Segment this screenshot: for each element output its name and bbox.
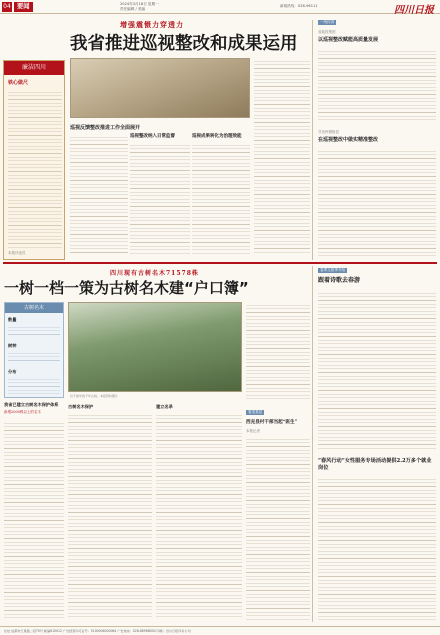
bottom-left-head: 我省已建立古树名木保护体系 xyxy=(4,402,59,407)
right-item2-body xyxy=(318,148,436,256)
date: 2024年3月18日 星期一 xyxy=(120,2,159,6)
page-footer: 社址 成都市红星路二段70号 邮编610012 广告经营许可证号：5100004000064 广告热线：028-86968000 印刷：四川日报印务公司 xyxy=(0,626,440,635)
mid-sub-2: 建立名录 xyxy=(156,404,173,409)
mid-sub-1: 古树名木保护 xyxy=(68,404,94,409)
editor: 责任编辑 / 美编 xyxy=(120,7,146,11)
info-text-3 xyxy=(8,376,60,394)
mid-col-1 xyxy=(4,420,64,620)
mid-col-3 xyxy=(156,412,242,620)
page-header xyxy=(0,0,440,14)
column-divider xyxy=(312,20,313,260)
column-divider-2 xyxy=(312,266,313,622)
bottom-mid-byline: 本报记者 xyxy=(246,429,260,433)
hotline: 新闻热线：028-96111 xyxy=(280,4,318,8)
top-subhead: 巡视反馈整改推进工作全面展开 xyxy=(70,125,141,131)
right-tag: 一线传真 xyxy=(320,20,335,24)
sidebar-note: 本报评论员 xyxy=(8,251,26,255)
section-label: 要闻 xyxy=(14,2,33,12)
top-col-2 xyxy=(130,142,190,254)
info-box xyxy=(4,302,64,398)
top-col-3 xyxy=(192,142,250,254)
top-col-1 xyxy=(70,134,128,254)
sidebar-badge: 廉洁四川 xyxy=(4,61,64,75)
top-headline: 我省推进巡视整改和成果运用 xyxy=(70,34,298,54)
photo-caption: 位于阆中的千年古柏。本报资料图片 xyxy=(70,394,119,398)
right-bottom-head1: 跟着诗歌去春游 xyxy=(318,277,361,284)
page-number: 04 xyxy=(3,3,11,10)
right-bottom-head2: “春风行动”女性服务专场活动提供2.2万多个就业岗位 xyxy=(318,458,432,471)
section-rule xyxy=(3,262,437,264)
info-text-2 xyxy=(8,350,60,364)
mid-headline: 一树一档一策为古树名木建“户口簿” xyxy=(4,279,249,297)
bottom-mid-body xyxy=(246,436,310,620)
info-box-title: 古树名木 xyxy=(5,303,63,313)
sidebar-title: 铁心做尺 xyxy=(8,80,29,86)
right-item1-head: 以巡视整改赋能高质量发展 xyxy=(318,37,379,43)
right-item2-head: 在巡视整改中做实精准整改 xyxy=(318,137,379,143)
mid-kicker: 四川现有古树名木71578株 xyxy=(110,270,199,277)
mid-col-2 xyxy=(68,412,152,620)
bottom-mid-headline: 西充县村干部当起“医生” xyxy=(246,420,298,425)
right-item1-body xyxy=(318,48,436,123)
right-item2-kicker: 甘孜州德格县 xyxy=(318,130,339,134)
top-photo xyxy=(70,58,250,118)
top-col-4 xyxy=(254,58,310,254)
left-sidebar xyxy=(3,60,65,260)
newspaper-logo: 四川日报 xyxy=(394,5,434,16)
info-label-1: 数量 xyxy=(8,317,17,322)
right-bottom-body1 xyxy=(318,290,436,450)
top-section-a: 巡视整改纳入日常监督 xyxy=(130,134,175,139)
info-label-3: 分布 xyxy=(8,369,17,374)
right-item1-kicker: 省能投集团 xyxy=(318,30,336,34)
bottom-left-sub: 新增2000株以上的名木 xyxy=(4,410,41,414)
mid-col-4 xyxy=(246,302,310,402)
top-section-b: 巡视成果转化为治理效能 xyxy=(192,134,242,139)
right-bottom-tag: 春季文旅季介绍 xyxy=(320,268,346,272)
top-kicker: 增强震慑力穿透力 xyxy=(120,20,184,29)
sidebar-body xyxy=(8,89,62,249)
bottom-mid-tag: 看见基层 xyxy=(248,410,263,414)
tree-photo xyxy=(68,302,242,392)
info-label-2: 树种 xyxy=(8,343,17,348)
right-bottom-body2 xyxy=(318,476,436,620)
info-text-1 xyxy=(8,324,60,338)
